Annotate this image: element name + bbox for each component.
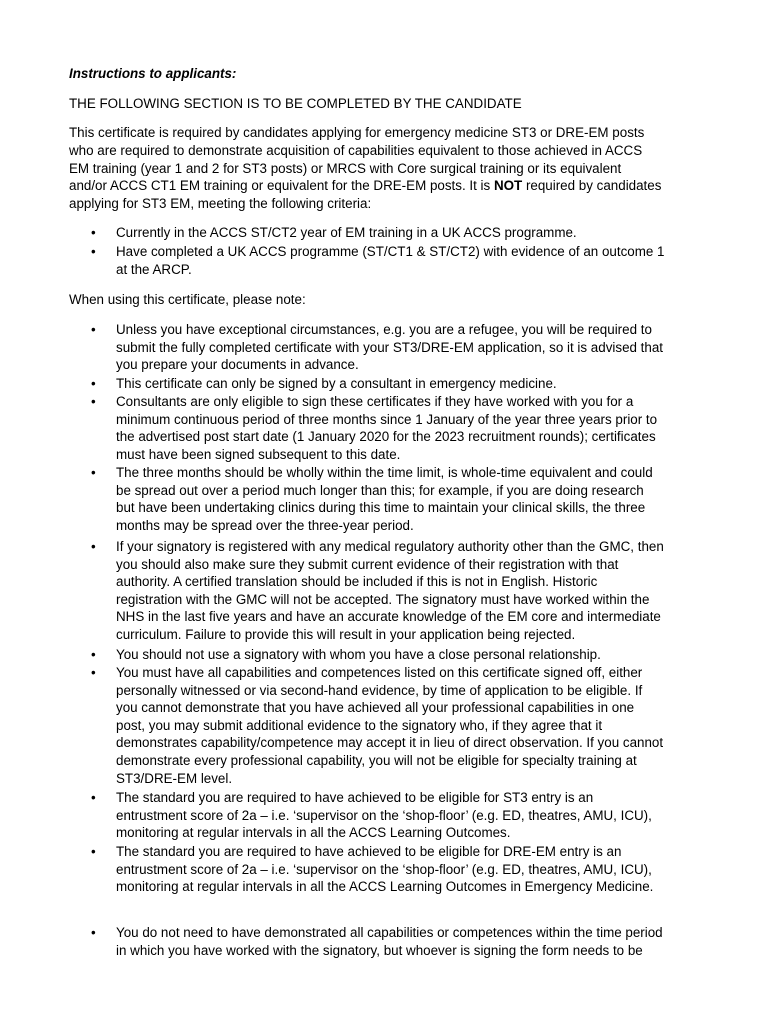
list-item-line: months may be spread over the three-year period. bbox=[116, 517, 414, 533]
intro-line bbox=[69, 177, 709, 195]
bullet-icon: • bbox=[91, 925, 96, 940]
list-item-line: The standard you are required to have achieved to be eligible for ST3 entry is an bbox=[116, 790, 594, 805]
list-item-line: post, you may submit additional evidence to the signatory who, if they agree that it bbox=[116, 717, 603, 733]
bullet-icon: • bbox=[91, 790, 96, 805]
list-item-line: you should also make sure they submit current evidence of their registration with that bbox=[116, 556, 619, 572]
list-item-line: authority. A certified translation should be included if this is not in English. Historic bbox=[116, 574, 598, 590]
list-item-text bbox=[116, 843, 706, 896]
list-item-line: registration with the GMC will not be accepted. The signatory must have worked within the bbox=[116, 591, 650, 607]
bullet-icon: • bbox=[91, 225, 96, 240]
list-item-text bbox=[116, 789, 706, 842]
list-item-line: demonstrates capability/competence may accept it in lieu of direct observation. If you cannot bbox=[116, 735, 664, 751]
list-item-text bbox=[116, 464, 706, 534]
list-item-text bbox=[116, 646, 706, 664]
list-item-text bbox=[116, 243, 706, 278]
list-item-text bbox=[116, 924, 706, 959]
list-item-line: in which you have worked with the signatory, but whoever is signing the form needs to be bbox=[116, 942, 643, 958]
list-item-line: minimum continuous period of three months since 1 January of the year three years prior to bbox=[116, 411, 658, 427]
list-item-line: NHS in the last five years and have an accurate knowledge of the EM core and intermediate bbox=[116, 609, 661, 625]
list-item-line: The three months should be wholly within the time limit, is whole-time equivalent and could bbox=[116, 465, 653, 480]
list-item-line: Currently in the ACCS ST/CT2 year of EM training in a UK ACCS programme. bbox=[116, 225, 577, 240]
section-title: THE FOLLOWING SECTION IS TO BE COMPLETED BY THE CANDIDATE bbox=[69, 96, 522, 111]
bullet-icon: • bbox=[91, 376, 96, 391]
list-item-line: you cannot demonstrate that you have achieved all your professional capabilities in one bbox=[116, 700, 635, 716]
bullet-icon: • bbox=[91, 539, 96, 554]
intro-text: and/or ACCS CT1 EM training or equivalent for the DRE-EM posts. It is bbox=[69, 178, 494, 193]
list-item-line: Consultants are only eligible to sign these certificates if they have worked with you for a bbox=[116, 394, 634, 409]
bullet-icon: • bbox=[91, 647, 96, 662]
intro-line: This certificate is required by candidates applying for emergency medicine ST3 or DRE-EM posts bbox=[69, 125, 645, 140]
list-item-line: personally witnessed or via second-hand evidence, by time of application to be eligible. If bbox=[116, 682, 643, 698]
intro-line: EM training (year 1 and 2 for ST3 posts) or MRCS with Core surgical training or its equivalent bbox=[69, 161, 622, 176]
list-item-line: ST3/DRE-EM level. bbox=[116, 770, 233, 786]
list-item-line: must have been signed subsequent to this date. bbox=[116, 446, 401, 462]
list-item-text bbox=[116, 321, 706, 374]
list-item-line: Have completed a UK ACCS programme (ST/CT1 & ST/CT2) with evidence of an outcome 1 bbox=[116, 244, 665, 259]
list-item-line: entrustment score of 2a – i.e. ‘supervisor on the ‘shop-floor’ (e.g. ED, theatres, AMU, ICU), bbox=[116, 807, 652, 823]
list-item-line: You should not use a signatory with whom you have a close personal relationship. bbox=[116, 647, 601, 662]
list-item-line: but have been undertaking clinics during this time to maintain your clinical skills, the three bbox=[116, 500, 646, 516]
note-intro: When using this certificate, please note: bbox=[69, 292, 306, 307]
list-item-line: The standard you are required to have achieved to be eligible for DRE-EM entry is an bbox=[116, 844, 622, 859]
intro-text: required by candidates bbox=[522, 178, 662, 193]
list-item-line: demonstrate every professional capability, you will not be eligible for specialty training at bbox=[116, 752, 637, 768]
list-item-line: at the ARCP. bbox=[116, 261, 192, 277]
bullet-icon: • bbox=[91, 465, 96, 480]
list-item-line: If your signatory is registered with any medical regulatory authority other than the GMC, then bbox=[116, 539, 664, 554]
instructions-heading: Instructions to applicants: bbox=[69, 66, 237, 81]
list-item-line: monitoring at regular intervals in all the ACCS Learning Outcomes. bbox=[116, 825, 511, 841]
bullet-icon: • bbox=[91, 322, 96, 337]
bullet-icon: • bbox=[91, 844, 96, 859]
list-item-line: Unless you have exceptional circumstances, e.g. you are a refugee, you will be required to bbox=[116, 322, 652, 337]
list-item-line: you prepare your documents in advance. bbox=[116, 357, 359, 373]
list-item-text bbox=[116, 393, 706, 463]
list-item-text bbox=[116, 664, 706, 787]
list-item-line: be spread out over a period much longer than this; for example, if you are doing research bbox=[116, 482, 644, 498]
list-item-line: submit the fully completed certificate with your ST3/DRE-EM application, so it is advised that bbox=[116, 339, 664, 355]
bullet-icon: • bbox=[91, 394, 96, 409]
intro-line: who are required to demonstrate acquisition of capabilities equivalent to those achieved in ACCS bbox=[69, 143, 643, 158]
list-item-text bbox=[116, 538, 706, 644]
list-item-line: This certificate can only be signed by a consultant in emergency medicine. bbox=[116, 376, 557, 391]
bullet-icon: • bbox=[91, 665, 96, 680]
list-item-line: You must have all capabilities and competences listed on this certificate signed off, either bbox=[116, 665, 643, 680]
list-item-line: entrustment score of 2a – i.e. ‘supervisor on the ‘shop-floor’ (e.g. ED, theatres, AMU, ICU), bbox=[116, 861, 652, 877]
list-item-line: monitoring at regular intervals in all the ACCS Learning Outcomes in Emergency Medicine. bbox=[116, 879, 654, 895]
list-item-text bbox=[116, 224, 706, 242]
list-item-text bbox=[116, 375, 706, 393]
intro-emphasis: NOT bbox=[493, 178, 523, 193]
list-item-line: the advertised post start date (1 January 2020 for the 2023 recruitment rounds); certificates bbox=[116, 429, 656, 445]
bullet-icon: • bbox=[91, 244, 96, 259]
list-item-line: curriculum. Failure to provide this will result in your application being rejected. bbox=[116, 626, 576, 642]
intro-line: applying for ST3 EM, meeting the following criteria: bbox=[69, 196, 372, 211]
list-item-line: You do not need to have demonstrated all capabilities or competences within the time period bbox=[116, 925, 663, 940]
